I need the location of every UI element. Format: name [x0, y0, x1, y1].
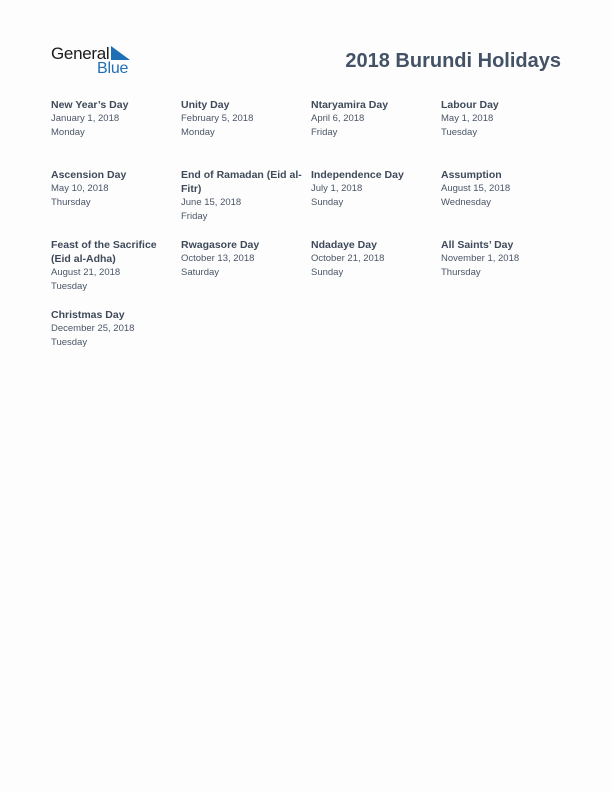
holiday-name: Labour Day	[441, 99, 499, 111]
holiday-item	[181, 168, 311, 238]
holiday-item	[181, 98, 311, 168]
holiday-date: June 15, 2018	[181, 197, 242, 208]
logo-triangle-icon	[111, 46, 130, 60]
holiday-day: Thursday	[51, 197, 91, 208]
holiday-name: New Year’s Day	[51, 99, 129, 111]
holiday-date: May 10, 2018	[51, 183, 109, 194]
holiday-item	[311, 98, 441, 168]
holiday-date: July 1, 2018	[311, 183, 363, 194]
holiday-day: Tuesday	[51, 337, 88, 348]
holiday-name: Rwagasore Day	[181, 239, 260, 251]
holiday-date: December 25, 2018	[51, 323, 135, 334]
holiday-name: Assumption	[441, 169, 502, 181]
holiday-date: October 21, 2018	[311, 253, 385, 264]
holiday-item	[441, 238, 571, 308]
holiday-name: Christmas Day	[51, 309, 125, 321]
holiday-day: Tuesday	[51, 281, 88, 292]
holiday-day: Wednesday	[441, 197, 491, 208]
holiday-item	[311, 168, 441, 238]
holiday-name: Ntaryamira Day	[311, 99, 389, 111]
holiday-day: Monday	[51, 127, 85, 138]
holiday-name: Unity Day	[181, 99, 230, 111]
holiday-day: Thursday	[441, 267, 481, 278]
holiday-name: Feast of the Sacrifice (Eid al-Adha)	[51, 239, 157, 265]
page-title: 2018 Burundi Holidays	[345, 50, 561, 72]
holiday-name: All Saints’ Day	[441, 239, 514, 251]
logo-word-blue: Blue	[97, 60, 129, 77]
holiday-day: Sunday	[311, 197, 344, 208]
holiday-item	[51, 308, 181, 378]
holiday-date: August 21, 2018	[51, 267, 121, 278]
holiday-item	[51, 98, 181, 168]
holiday-item	[51, 168, 181, 238]
holiday-date: January 1, 2018	[51, 113, 120, 124]
holiday-name: Independence Day	[311, 169, 404, 181]
holiday-date: August 15, 2018	[441, 183, 511, 194]
holiday-date: November 1, 2018	[441, 253, 520, 264]
holiday-grid	[51, 98, 571, 378]
holiday-item	[51, 238, 181, 308]
holiday-date: October 13, 2018	[181, 253, 255, 264]
holiday-date: April 6, 2018	[311, 113, 365, 124]
holiday-item	[311, 238, 441, 308]
holiday-day: Sunday	[311, 267, 344, 278]
holiday-date: February 5, 2018	[181, 113, 254, 124]
logo	[51, 44, 141, 78]
logo-word-general: General	[51, 44, 110, 63]
holiday-item	[181, 238, 311, 308]
holiday-day: Friday	[311, 127, 338, 138]
holiday-name: Ascension Day	[51, 169, 127, 181]
holiday-name: Ndadaye Day	[311, 239, 377, 251]
holiday-date: May 1, 2018	[441, 113, 494, 124]
holiday-day: Tuesday	[441, 127, 478, 138]
holiday-name: End of Ramadan (Eid al-Fitr)	[181, 169, 302, 195]
holiday-item	[441, 98, 571, 168]
holiday-item	[441, 168, 571, 238]
holiday-day: Saturday	[181, 267, 220, 278]
holiday-day: Monday	[181, 127, 215, 138]
holiday-day: Friday	[181, 211, 208, 222]
